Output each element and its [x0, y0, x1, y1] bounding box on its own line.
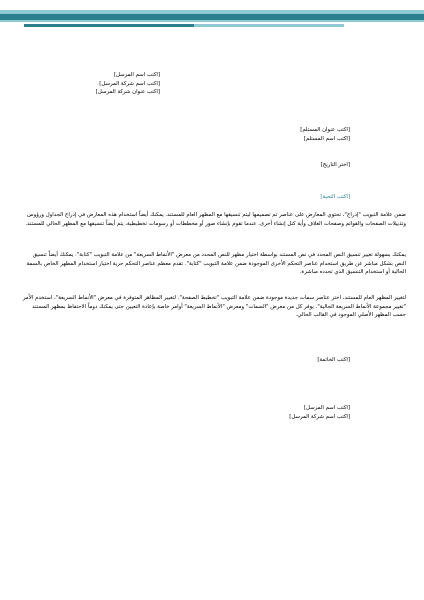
signature-block: [180, 404, 350, 421]
body-paragraph-2: [20, 251, 406, 277]
header-bar-short-light: [194, 24, 344, 27]
header-bar-short-dark: [24, 24, 194, 27]
recipient-name[interactable]: [اكتب اسم المستلم]: [303, 135, 350, 142]
sender-name[interactable]: [اكتب اسم المرسل]: [113, 72, 160, 78]
sender-address[interactable]: [اكتب عنوان شركة المرسل]: [95, 89, 160, 95]
header-bar-light: [0, 10, 424, 14]
recipient-block: [180, 126, 350, 143]
date-block: [180, 161, 350, 170]
header-decoration: [0, 0, 424, 30]
signature-company[interactable]: [اكتب اسم شركة المرسل]: [289, 413, 350, 420]
closing-field[interactable]: [اكتب الخاتمة]: [317, 357, 350, 363]
recipient-address[interactable]: [اكتب عنوان المستلم]: [300, 127, 350, 133]
sender-block: [95, 71, 160, 97]
salutation-block: [180, 193, 350, 202]
header-bar-dark: [0, 14, 424, 20]
body-text-2[interactable]: يمكنك بسهولة تغيير تنسيق النص المحدد في نص المستند بواسطة اختيار مظهر للنص المحدد من معرض "الأنماط السريعة" من علامة التبويب "كتابة". يمكنك أيضاً تنسيق النص بشكل مباشر عن طريق استخدام عناصر التحكم الأخرى الموجودة ضمن علامة التبويب "كتابة". تقدم معظم عناصر التحكم حرية اختيار استخدام المظهر الخاص بالسمة الحالية أو استخدام التنسيق الذي تحدده مباشرة.: [26, 252, 406, 275]
date-field[interactable]: [اختر التاريخ]: [320, 162, 350, 168]
body-text-3[interactable]: لتغيير المظهر العام للمستند، اختر عناصر سمات جديدة موجودة ضمن علامة التبويب "تخطيط الصفحة". لتغيير المظاهر المتوفرة في معرض "الأنماط السريعة"، استخدم الأمر "تغيير مجموعة الأنماط السريعة الحالية". يوفر كل من معرض "السمات" ومعرض "الأنماط السريعة" أوامر خاصة بإعادة التعيين حتى يمكنك دوماً الاحتفاظ بمظهر المستند حسب المظهر الأصلي الموجود في القالب الحالي.: [22, 295, 406, 318]
salutation-field[interactable]: [اكتب التحية]: [320, 194, 350, 200]
header-bar-light-bottom: [0, 20, 424, 22]
closing-block: [180, 356, 350, 365]
signature-name[interactable]: [اكتب اسم المرسل]: [303, 405, 350, 411]
body-paragraph-3: [20, 294, 406, 320]
body-text-1[interactable]: ضمن علامة التبويب "إدراج"، تحتوي المعارض على عناصر تم تصميمها ليتم تنسيقها مع المظهر العام للمستند. يمكنك أيضاً استخدام هذه المعارض في إدراج الجداول ورؤوس وتذييلات الصفحات والقوائم وصفحات الغلاف وأية كتل إنشاء أخرى. عندما تقوم بإنشاء صور أو مخططات أو رسومات تخطيطية، يتم أيضاً تنسيقها مع المظهر الحالي للمستند.: [25, 212, 406, 227]
sender-company[interactable]: [اكتب اسم شركة المرسل]: [99, 80, 160, 87]
body-paragraph-1: [20, 211, 406, 228]
